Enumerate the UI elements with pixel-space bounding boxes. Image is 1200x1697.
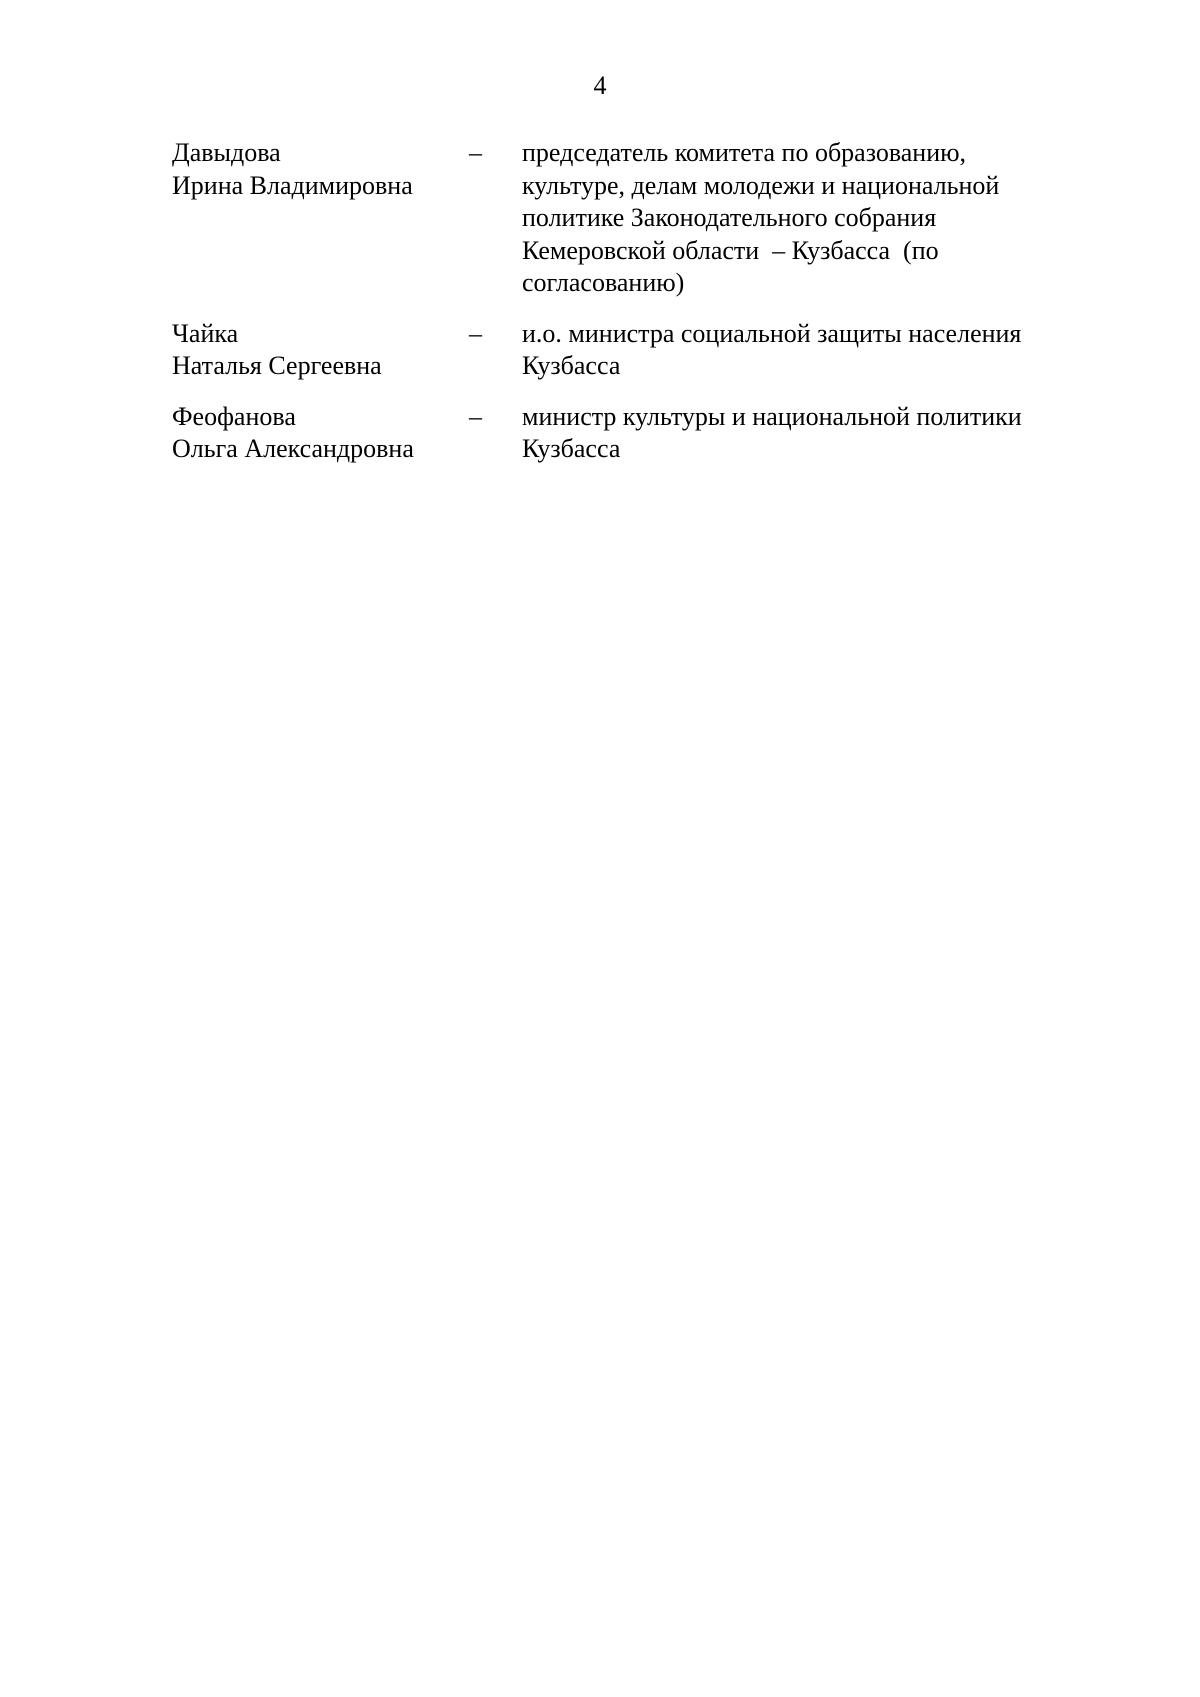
member-name: [172, 401, 469, 466]
member-position-line: Кузбасса: [522, 351, 621, 380]
member-surname: Чайка: [172, 318, 239, 348]
page-number: 4: [593, 71, 607, 100]
member-surname: Давыдова: [172, 138, 281, 167]
member-position-line: культуре, делам молодежи и национальной: [522, 170, 1000, 200]
member-row: [172, 137, 1092, 300]
member-given-names: Наталья Сергеевна: [172, 351, 382, 380]
member-position: [522, 401, 1092, 466]
member-position-line: председатель комитета по образованию,: [522, 138, 967, 167]
member-name: [172, 318, 469, 383]
member-given-names: Ольга Александровна: [172, 434, 414, 463]
member-dash: –: [469, 138, 482, 167]
member-surname: Феофанова: [172, 401, 296, 431]
member-position: [522, 137, 1092, 300]
member-position-line: согласованию): [522, 268, 685, 297]
member-position: [522, 318, 1092, 383]
member-row: [172, 401, 1092, 466]
member-dash: –: [469, 318, 482, 348]
member-dash: –: [469, 401, 482, 431]
member-given-names: Ирина Владимировна: [172, 170, 413, 200]
members-list: [172, 137, 1092, 484]
member-position-line: и.о. министра социальной защиты населения: [522, 318, 1022, 348]
member-name: [172, 137, 469, 202]
member-position-line: политике Законодательного собрания: [522, 203, 937, 232]
member-position-line: министр культуры и национальной политики: [522, 401, 1022, 431]
member-row: [172, 318, 1092, 383]
member-position-line: Кемеровской области – Кузбасса (по: [522, 235, 939, 265]
member-position-line: Кузбасса: [522, 434, 621, 463]
